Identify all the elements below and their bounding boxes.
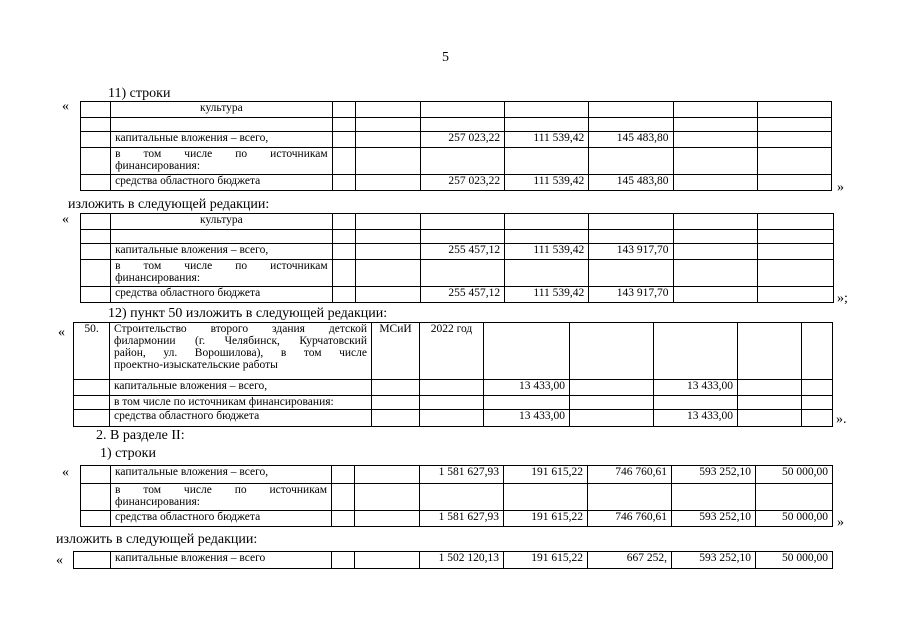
cap-label: капитальные вложения – всего, bbox=[111, 244, 333, 260]
table-row bbox=[81, 260, 834, 287]
source-label: в том числе по источникам bbox=[115, 148, 328, 160]
open-quote: « bbox=[62, 465, 69, 480]
s12-heading: 12) пункт 50 изложить в следующей редакции: bbox=[108, 306, 388, 321]
table-cell: 50 000,00 bbox=[756, 552, 833, 569]
table-cell: 143 917,70 bbox=[589, 287, 673, 303]
close-quote: »; bbox=[837, 291, 848, 306]
table-row bbox=[81, 511, 833, 527]
table-cell: 1 502 120,13 bbox=[420, 552, 504, 569]
title-line: филармонии (г. Челябинск, Курчатовский bbox=[114, 335, 367, 347]
table-cell: 1 581 627,93 bbox=[420, 511, 504, 527]
year-cell: 2022 год bbox=[420, 323, 484, 380]
replace-label: изложить в следующей редакции: bbox=[56, 532, 258, 547]
table-cell: 255 457,12 bbox=[420, 287, 504, 303]
source-label: в том числе по источникам bbox=[115, 484, 327, 496]
table-cell: 746 760,61 bbox=[588, 511, 672, 527]
budget-label: средства областного бюджета bbox=[111, 511, 332, 527]
table-cell: 667 252, bbox=[588, 552, 672, 569]
table-cell: 191 615,22 bbox=[504, 552, 588, 569]
sec2-sub: 1) строки bbox=[100, 446, 156, 461]
table-cell: 50 000,00 bbox=[756, 511, 833, 527]
table-cell: 593 252,10 bbox=[672, 552, 756, 569]
table-cell: 111 539,42 bbox=[505, 287, 589, 303]
category-label: культура bbox=[111, 102, 333, 118]
table-row bbox=[81, 132, 832, 148]
table-cell: 111 539,42 bbox=[505, 244, 589, 260]
table-row bbox=[74, 410, 833, 427]
open-quote: « bbox=[62, 99, 69, 114]
table-row bbox=[81, 244, 834, 260]
table-cell: 255 457,12 bbox=[420, 244, 504, 260]
table-11-new bbox=[80, 213, 834, 303]
source-label: финансирования: bbox=[115, 160, 201, 172]
table-row bbox=[81, 214, 834, 230]
table-cell: 1 581 627,93 bbox=[420, 466, 504, 484]
open-quote: « bbox=[56, 553, 63, 568]
table-cell: 50 000,00 bbox=[756, 466, 833, 484]
sec2-heading: 2. В разделе II: bbox=[96, 428, 185, 443]
table-cell: 13 433,00 bbox=[484, 380, 570, 396]
table-cell: 13 433,00 bbox=[654, 380, 738, 396]
budget-label: средства областного бюджета bbox=[111, 175, 333, 191]
open-quote: « bbox=[62, 212, 69, 227]
table-row bbox=[74, 323, 833, 380]
category-label: культура bbox=[111, 214, 333, 230]
budget-label: средства областного бюджета bbox=[110, 410, 372, 427]
table-cell: 145 483,80 bbox=[589, 175, 673, 191]
table-cell: 111 539,42 bbox=[505, 175, 589, 191]
table-cell: 593 252,10 bbox=[672, 511, 756, 527]
table-cell: 143 917,70 bbox=[589, 244, 673, 260]
table-row bbox=[81, 175, 832, 191]
cap-label: капитальные вложения – всего bbox=[111, 552, 332, 569]
table-12 bbox=[73, 322, 833, 427]
table-row bbox=[81, 148, 832, 175]
source-label: в том числе по источникам финансирования: bbox=[110, 396, 372, 410]
table-11-old bbox=[80, 101, 832, 191]
table-row bbox=[81, 118, 832, 132]
table-2-new bbox=[73, 551, 833, 569]
table-row bbox=[81, 484, 833, 511]
table-cell: 257 023,22 bbox=[420, 132, 504, 148]
table-row bbox=[81, 230, 834, 244]
table-row bbox=[81, 102, 832, 118]
table-row bbox=[81, 466, 833, 484]
budget-label: средства областного бюджета bbox=[111, 287, 333, 303]
table-cell: 746 760,61 bbox=[588, 466, 672, 484]
table-2-old bbox=[80, 465, 833, 527]
cap-label: капитальные вложения – всего, bbox=[111, 132, 333, 148]
source-label: финансирования: bbox=[115, 496, 200, 508]
title-line: район, ул. Ворошилова), в том числе bbox=[114, 347, 367, 359]
table-cell: 257 023,22 bbox=[420, 175, 504, 191]
table-cell: 191 615,22 bbox=[504, 466, 588, 484]
table-cell: 145 483,80 bbox=[589, 132, 673, 148]
table-row bbox=[81, 287, 834, 303]
table-cell: 13 433,00 bbox=[484, 410, 570, 427]
cap-label: капитальные вложения – всего, bbox=[110, 380, 372, 396]
item-number: 50. bbox=[74, 323, 110, 380]
close-quote: » bbox=[837, 515, 844, 530]
page-number: 5 bbox=[442, 50, 449, 65]
table-cell: 593 252,10 bbox=[672, 466, 756, 484]
close-quote: ». bbox=[836, 412, 847, 427]
close-quote: » bbox=[837, 180, 844, 195]
table-cell: 111 539,42 bbox=[505, 132, 589, 148]
table-cell: 191 615,22 bbox=[504, 511, 588, 527]
table-row bbox=[74, 380, 833, 396]
open-quote: « bbox=[58, 325, 65, 340]
replace-label: изложить в следующей редакции: bbox=[68, 197, 270, 212]
title-line: проектно-изыскательские работы bbox=[114, 359, 278, 371]
table-row bbox=[74, 396, 833, 410]
cap-label: капитальные вложения – всего, bbox=[111, 466, 332, 484]
source-label: финансирования: bbox=[115, 272, 201, 284]
s11-heading: 11) строки bbox=[108, 86, 171, 101]
title-line: Строительство второго здания детской bbox=[114, 323, 367, 335]
table-cell: 13 433,00 bbox=[654, 410, 738, 427]
source-label: в том числе по источникам bbox=[115, 260, 328, 272]
org-cell: МСиИ bbox=[372, 323, 420, 380]
table-row bbox=[74, 552, 833, 569]
